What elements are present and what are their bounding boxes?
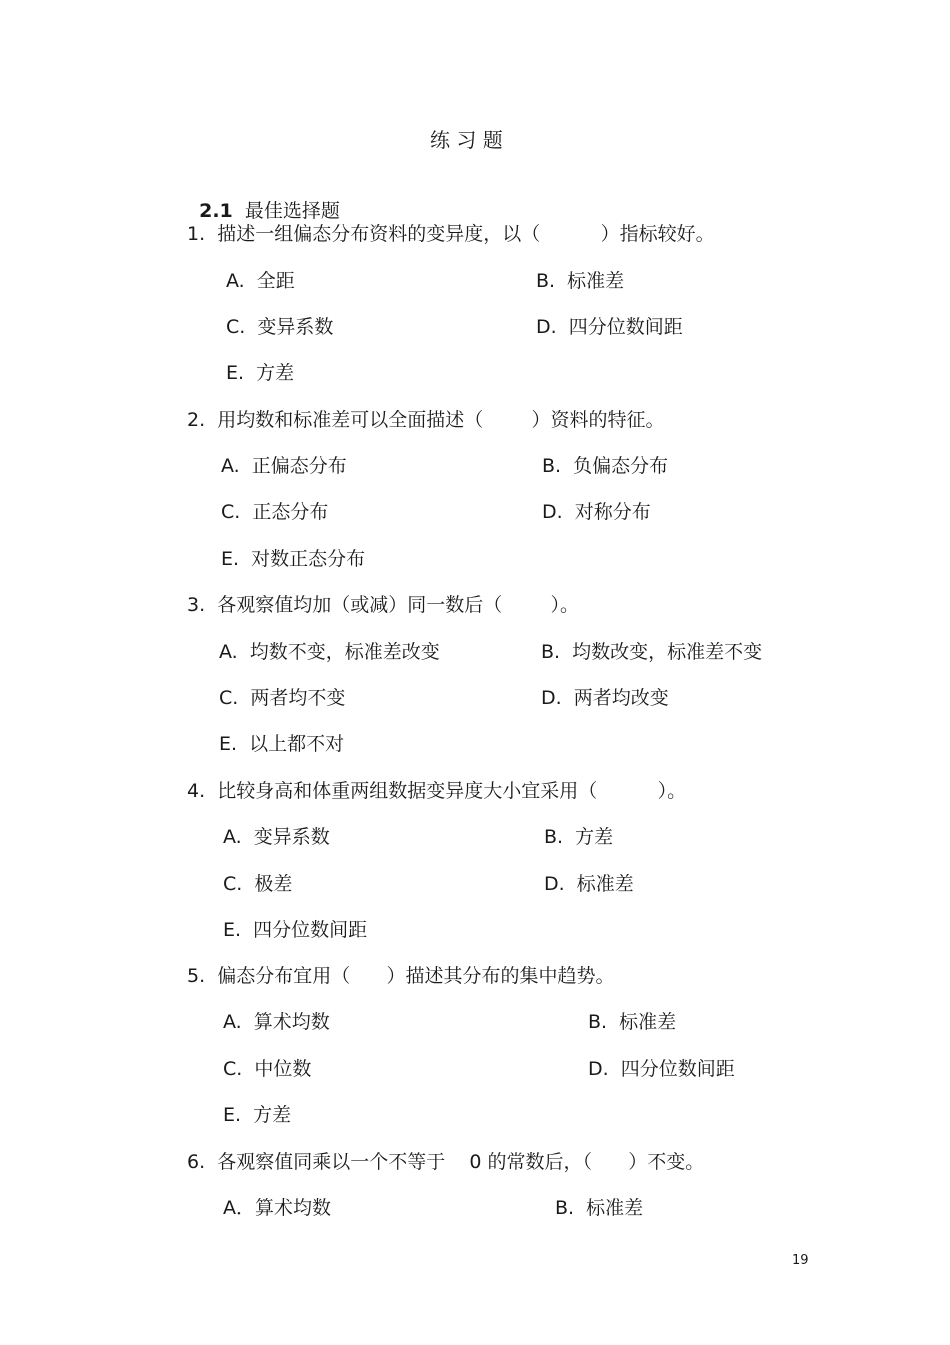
- question-3-stem: 3. 各观察值均加（或减）同一数后（ ）。: [187, 594, 580, 616]
- question-2-option-a: A. 正偏态分布: [221, 455, 347, 477]
- question-4-option-d: D. 标准差: [544, 873, 634, 895]
- question-5-option-d: D. 四分位数间距: [588, 1058, 735, 1080]
- question-1-option-e: E. 方差: [226, 362, 295, 384]
- question-4-option-e: E. 四分位数间距: [223, 919, 368, 941]
- question-2-option-c: C. 正态分布: [221, 501, 329, 523]
- question-6-option-a: A．算术均数: [223, 1197, 331, 1219]
- section-heading: [187, 175, 340, 223]
- question-1-stem: 1. 描述一组偏态分布资料的变异度，以（ ）指标较好。: [187, 223, 715, 245]
- question-3-option-c: C. 两者均不变: [219, 687, 346, 709]
- page-title: 练 习 题: [430, 128, 503, 152]
- question-1-option-c: C. 变异系数: [226, 316, 334, 338]
- question-1-option-d: D. 四分位数间距: [536, 316, 683, 338]
- question-2-stem: 2. 用均数和标准差可以全面描述（ ）资料的特征。: [187, 409, 665, 431]
- question-1-option-a: A. 全距: [226, 270, 295, 292]
- question-3-option-d: D. 两者均改变: [541, 687, 669, 709]
- question-6-stem: 6. 各观察值同乘以一个不等于 0 的常数后，（ ）不变。: [187, 1151, 705, 1173]
- page-number: 19: [792, 1253, 809, 1268]
- question-3-option-b: B. 均数改变，标准差不变: [541, 641, 763, 663]
- question-5-option-a: A. 算术均数: [223, 1011, 330, 1033]
- question-2-option-e: E. 对数正态分布: [221, 548, 366, 570]
- question-4-option-a: A. 变异系数: [223, 826, 330, 848]
- question-3-option-a: A. 均数不变，标准差改变: [219, 641, 440, 663]
- section-label: 最佳选择题: [244, 200, 340, 222]
- question-5-option-c: C. 中位数: [223, 1058, 312, 1080]
- question-4-option-c: C. 极差: [223, 873, 293, 895]
- question-5-option-b: B. 标准差: [588, 1011, 677, 1033]
- question-6-option-b: B. 标准差: [555, 1197, 644, 1219]
- question-5-option-e: E. 方差: [223, 1104, 292, 1126]
- question-2-option-d: D. 对称分布: [542, 501, 651, 523]
- section-number: 2.1: [199, 200, 233, 222]
- question-3-option-e: E. 以上都不对: [219, 733, 345, 755]
- question-4-option-b: B. 方差: [544, 826, 614, 848]
- question-4-stem: 4. 比较身高和体重两组数据变异度大小宜采用（ ）。: [187, 780, 687, 802]
- question-1-option-b: B. 标准差: [536, 270, 625, 292]
- question-2-option-b: B. 负偏态分布: [542, 455, 669, 477]
- question-5-stem: 5. 偏态分布宜用（ ）描述其分布的集中趋势。: [187, 965, 615, 987]
